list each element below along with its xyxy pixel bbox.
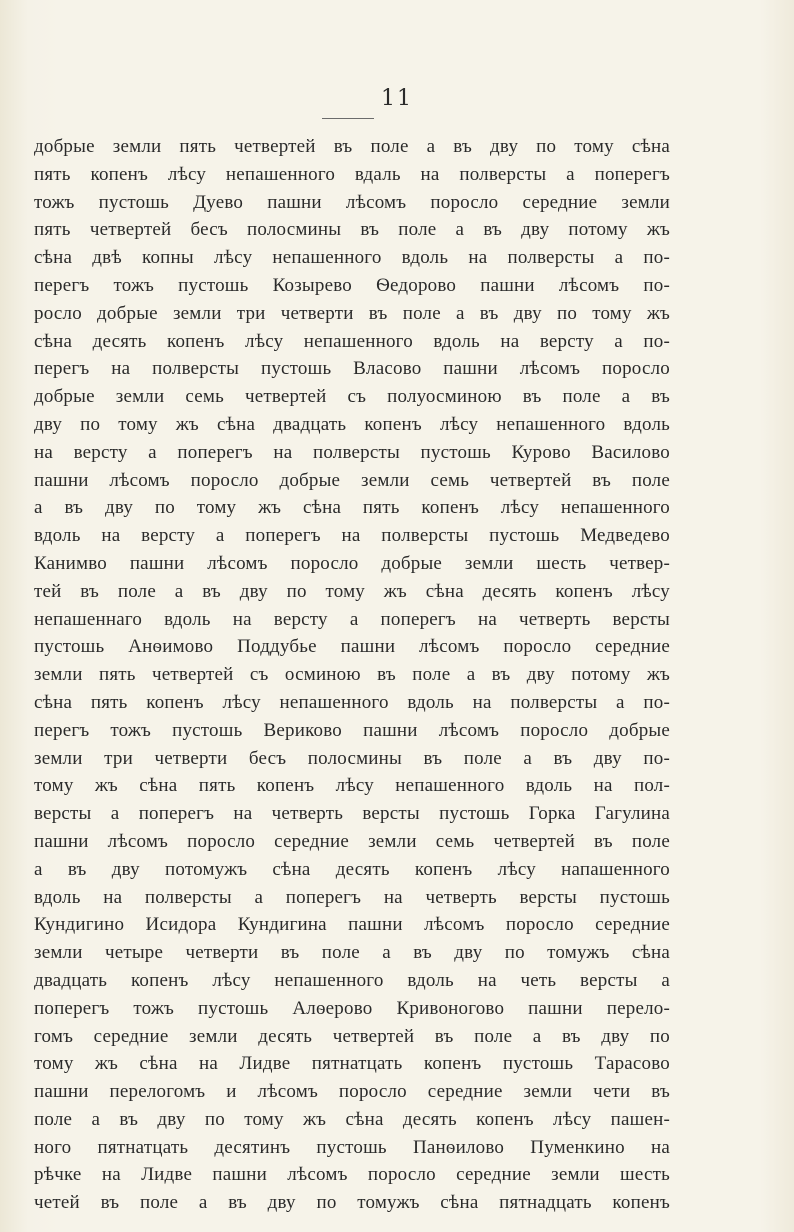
text-line: ного пятнатцать десятинъ пустошь Панѳилово Пуменкино на xyxy=(34,1136,670,1158)
body-text xyxy=(34,133,670,1217)
text-line: Канимво пашни лѣсомъ поросло добрые земли шесть четвер- xyxy=(34,552,670,574)
text-line: перегъ тожъ пустошь Козырево Ѳедорово пашни лѣсомъ по- xyxy=(34,274,670,296)
text-line: непашеннаго вдоль на версту а поперегъ на четверть версты xyxy=(34,608,670,630)
text-line: а въ дву потомужъ сѣна десять копенъ лѣсу напашенного xyxy=(34,858,670,880)
text-line: а въ дву по тому жъ сѣна пять копенъ лѣсу непашенного xyxy=(34,497,670,519)
text-line: Кундигино Исидора Кундигина пашни лѣсомъ поросло середние xyxy=(34,914,670,936)
text-line: версты а поперегъ на четверть версты пустошь Горка Гагулина xyxy=(34,803,670,825)
text-line: вдоль на версту а поперегъ на полверсты пустошь Медведево xyxy=(34,525,670,547)
text-line: добрые земли пять четвертей въ поле а въ дву по тому сѣна xyxy=(34,136,670,157)
text-line: пять копенъ лѣсу непашенного вдаль на полверсты а поперегъ xyxy=(34,163,670,185)
text-line: земли четыре четверти въ поле а въ дву по томужъ сѣна xyxy=(34,942,670,964)
text-line: пашни перелогомъ и лѣсомъ поросло середние земли чети въ xyxy=(34,1081,670,1103)
text-line: пять четвертей бесъ полосмины въ поле а въ дву потому жъ xyxy=(34,219,670,241)
text-line: поле а въ дву по тому жъ сѣна десять копенъ лѣсу пашен- xyxy=(34,1108,670,1130)
text-line: пашни лѣсомъ поросло добрые земли семь четвертей въ поле xyxy=(34,469,670,491)
text-line: сѣна двѣ копны лѣсу непашенного вдоль на полверсты а по- xyxy=(34,247,670,269)
page-number: 11 xyxy=(381,86,413,111)
text-line: вдоль на полверсты а поперегъ на четверть версты пустошь xyxy=(34,886,670,908)
page-number-rule xyxy=(322,118,374,119)
text-line: поперегъ тожъ пустошь Алѳерово Кривоногово пашни перело- xyxy=(34,997,670,1019)
text-line: перегъ на полверсты пустошь Власово пашни лѣсомъ поросло xyxy=(34,358,670,380)
text-line: земли три четверти бесъ полосмины въ поле а въ дву по- xyxy=(34,747,670,769)
text-line: добрые земли семь четвертей съ полуосминою въ поле а въ xyxy=(34,386,670,408)
text-line: земли пять четвертей съ осминою въ поле а въ дву потому жъ xyxy=(34,664,670,686)
text-line: двадцать копенъ лѣсу непашенного вдоль на четь версты а xyxy=(34,969,670,991)
text-line: сѣна пять копенъ лѣсу непашенного вдоль на полверсты а по- xyxy=(34,691,670,713)
text-line: дву по тому жъ сѣна двадцать копенъ лѣсу непашенного вдоль xyxy=(34,413,670,435)
text-line: тожъ пустошь Дуево пашни лѣсомъ поросло середние земли xyxy=(34,191,670,213)
text-line: пустошь Анѳимово Поддубье пашни лѣсомъ поросло середние xyxy=(34,636,670,658)
text-line: росло добрые земли три четверти въ поле а въ дву по тому жъ xyxy=(34,302,670,324)
text-line: сѣна десять копенъ лѣсу непашенного вдоль на версту а по- xyxy=(34,330,670,352)
text-line: тому жъ сѣна пять копенъ лѣсу непашенного вдоль на пол- xyxy=(34,775,670,797)
text-line: рѣчке на Лидве пашни лѣсомъ поросло середние земли шесть xyxy=(34,1164,670,1186)
text-line: четей въ поле а въ дву по томужъ сѣна пятнадцать копенъ xyxy=(34,1192,670,1214)
text-line: тому жъ сѣна на Лидве пятнатцать копенъ пустошь Тарасово xyxy=(34,1053,670,1075)
text-line: пашни лѣсомъ поросло середние земли семь четвертей въ поле xyxy=(34,830,670,852)
text-line: тей въ поле а въ дву по тому жъ сѣна десять копенъ лѣсу xyxy=(34,580,670,602)
text-line: на версту а поперегъ на полверсты пустошь Курово Василово xyxy=(34,441,670,463)
text-line: гомъ середние земли десять четвертей въ поле а въ дву по xyxy=(34,1025,670,1047)
text-line: перегъ тожъ пустошь Вериково пашни лѣсомъ поросло добрые xyxy=(34,719,670,741)
